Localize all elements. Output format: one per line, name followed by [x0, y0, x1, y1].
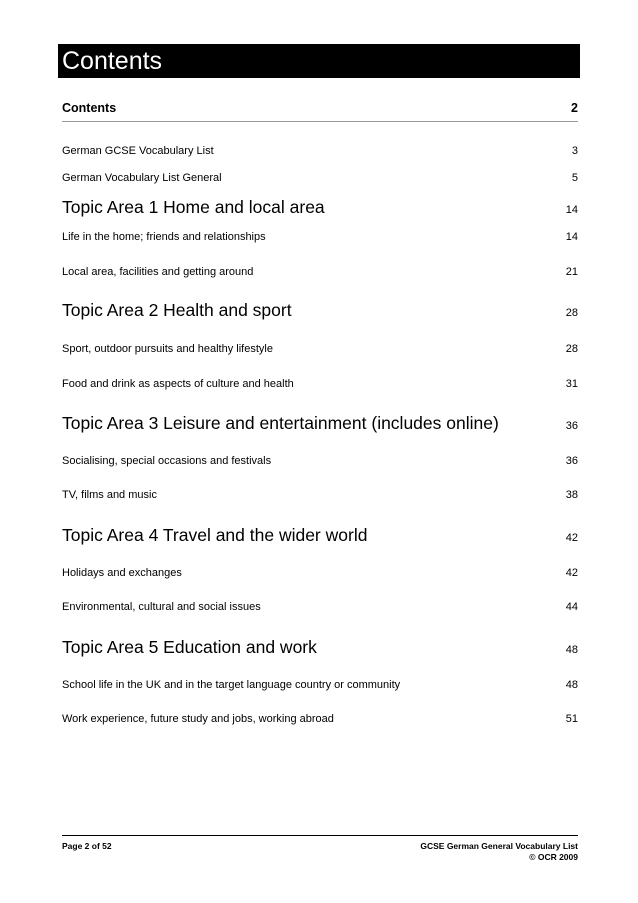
toc-topic-heading[interactable] [62, 413, 578, 434]
toc-topic-label: Topic Area 4 Travel and the wider world [62, 525, 368, 545]
toc-heading-row[interactable] [62, 101, 578, 115]
toc-entry-label: Work experience, future study and jobs, working abroad [62, 713, 334, 725]
toc-topic-heading[interactable] [62, 525, 578, 546]
toc-topic-page: 48 [565, 644, 578, 656]
toc-topic-page: 28 [565, 307, 578, 319]
toc-heading-page: 2 [571, 101, 578, 115]
toc-entry-page: 28 [565, 343, 578, 355]
toc-topic-page: 36 [565, 420, 578, 432]
toc-entry[interactable] [62, 266, 578, 278]
toc-entry-page: 5 [571, 172, 578, 184]
toc-entry[interactable] [62, 567, 578, 579]
footer-doc-title: GCSE German General Vocabulary List [420, 841, 578, 851]
banner-title: Contents [62, 47, 163, 75]
contents-banner [58, 44, 580, 78]
toc-topic-label: Topic Area 3 Leisure and entertainment (includes online) [62, 413, 499, 433]
heading-divider [62, 121, 578, 122]
toc-heading-label: Contents [62, 101, 117, 115]
footer-divider [62, 835, 578, 836]
toc-entry-label: Food and drink as aspects of culture and health [62, 378, 294, 390]
toc-topic-page: 14 [565, 204, 578, 216]
toc-topic-heading[interactable] [62, 197, 578, 218]
toc-entry-page: 14 [565, 231, 578, 243]
toc-topic-label: Topic Area 2 Health and sport [62, 300, 292, 320]
toc-entry-label: School life in the UK and in the target language country or community [62, 679, 401, 691]
toc-entry-label: German Vocabulary List General [62, 172, 222, 184]
toc-entry-page: 36 [565, 455, 578, 467]
toc-entry-label: Sport, outdoor pursuits and healthy lifestyle [62, 343, 273, 355]
toc-topic-label: Topic Area 1 Home and local area [62, 197, 325, 217]
toc-entry[interactable] [62, 172, 578, 184]
toc-entry[interactable] [62, 489, 578, 501]
toc-entry[interactable] [62, 343, 578, 355]
toc-entry-page: 31 [565, 378, 578, 390]
toc-entry-page: 21 [565, 266, 578, 278]
footer-copyright: © OCR 2009 [529, 852, 578, 862]
toc-entry-page: 3 [571, 145, 578, 157]
footer-doc-info [420, 841, 578, 863]
toc-entry[interactable] [62, 713, 578, 725]
toc-topic-heading[interactable] [62, 300, 578, 321]
toc-entry-label: Socialising, special occasions and festivals [62, 455, 272, 467]
toc-topic-label: Topic Area 5 Education and work [62, 637, 317, 657]
toc-entry[interactable] [62, 679, 578, 691]
toc-entry[interactable] [62, 378, 578, 390]
toc-entry-label: Life in the home; friends and relationships [62, 231, 266, 243]
toc-entry[interactable] [62, 145, 578, 157]
toc-entry-page: 48 [565, 679, 578, 691]
toc-topic-page: 42 [565, 532, 578, 544]
footer-page-info: Page 2 of 52 [62, 841, 112, 851]
toc-entry-label: TV, films and music [62, 489, 157, 501]
toc-entry[interactable] [62, 455, 578, 467]
toc-entry[interactable] [62, 231, 578, 243]
toc-entry-label: German GCSE Vocabulary List [62, 145, 214, 157]
toc-entry-page: 42 [565, 567, 578, 579]
toc-entry-label: Holidays and exchanges [62, 567, 182, 579]
toc-entry-page: 44 [565, 601, 578, 613]
toc-entry-label: Environmental, cultural and social issues [62, 601, 261, 613]
toc-entry-page: 51 [565, 713, 578, 725]
toc-entry-label: Local area, facilities and getting around [62, 266, 254, 278]
toc-entry[interactable] [62, 601, 578, 613]
toc-topic-heading[interactable] [62, 637, 578, 658]
toc-entry-page: 38 [565, 489, 578, 501]
